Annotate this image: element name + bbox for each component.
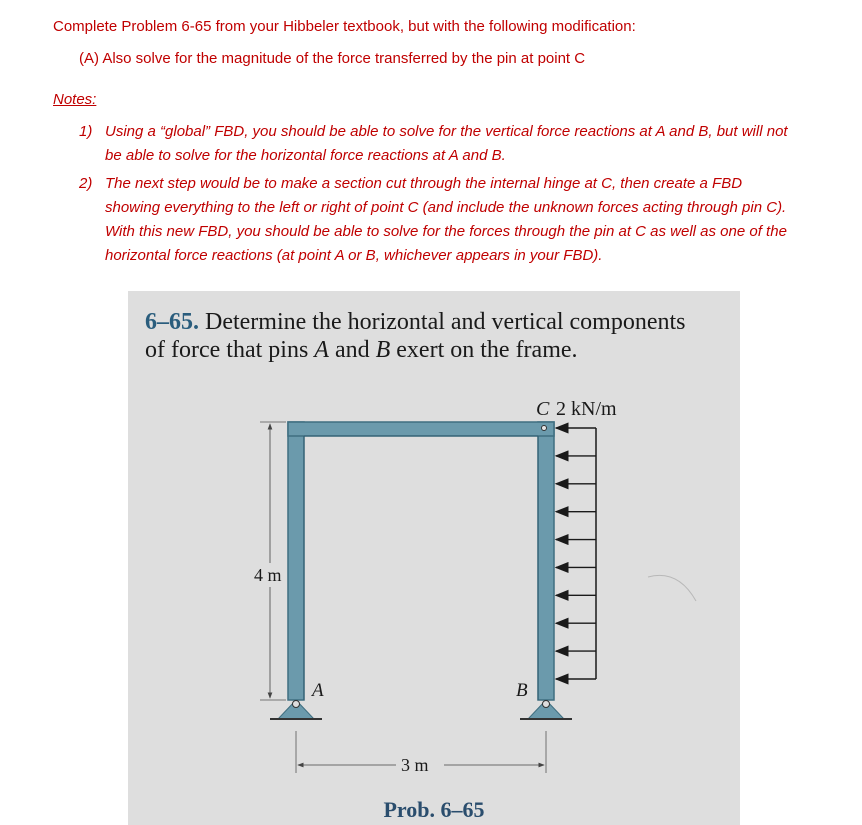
statement-pin-a: A — [314, 337, 329, 363]
frame-members — [288, 422, 554, 700]
width-label: 3 m — [401, 755, 429, 775]
frame-diagram — [128, 291, 740, 825]
note-2-number: 2) — [79, 175, 93, 192]
note-2-line-3: With this new FBD, you should be able to solve for the forces through the pin at C as well as one of the — [105, 223, 787, 240]
top-beam — [288, 422, 554, 436]
figure-caption: Prob. 6–65 — [383, 797, 485, 822]
note-2-line-4: horizontal force reactions (at point A or B, whichever appears in your FBD). — [105, 247, 603, 264]
label-c: C — [536, 398, 550, 420]
height-label: 4 m — [254, 565, 282, 585]
pencil-mark — [648, 575, 696, 601]
statement-pin-b: B — [375, 337, 391, 363]
load-arrows — [556, 428, 596, 679]
notes-heading: Notes: — [53, 91, 97, 108]
note-2-line-2: showing everything to the left or right of point C (and include the unknown forces acting through pin C). — [105, 199, 787, 216]
statement-part: of force that pins — [145, 337, 315, 363]
statement-part: exert on the frame. — [390, 337, 578, 363]
label-a: A — [312, 680, 324, 701]
note-2-line-1: The next step would be to make a section cut through the internal hinge at C, then create a FBD — [105, 175, 743, 192]
height-dimension — [260, 422, 286, 700]
statement-part: and — [328, 337, 376, 363]
note-1-number: 1) — [79, 123, 93, 140]
support-a — [270, 700, 322, 719]
support-b — [520, 700, 572, 719]
problem-statement-text-1: Determine the horizontal and vertical components — [205, 309, 686, 335]
problem-number: 6–65. — [145, 309, 199, 335]
load-label: 2 kN/m — [556, 398, 617, 420]
pin-c — [542, 426, 547, 431]
note-1-line-1: Using a “global” FBD, you should be able to solve for the vertical force reactions at A and B, but will not — [105, 123, 788, 140]
instruction-line-1: Complete Problem 6-65 from your Hibbeler textbook, but with the following modification: — [53, 18, 636, 35]
note-1-line-2: be able to solve for the horizontal force reactions at A and B. — [105, 147, 506, 164]
right-column — [538, 422, 554, 700]
instruction-line-2: (A) Also solve for the magnitude of the force transferred by the pin at point C — [79, 50, 586, 67]
label-b: B — [516, 680, 528, 701]
left-column — [288, 422, 304, 700]
textbook-figure — [128, 291, 740, 825]
